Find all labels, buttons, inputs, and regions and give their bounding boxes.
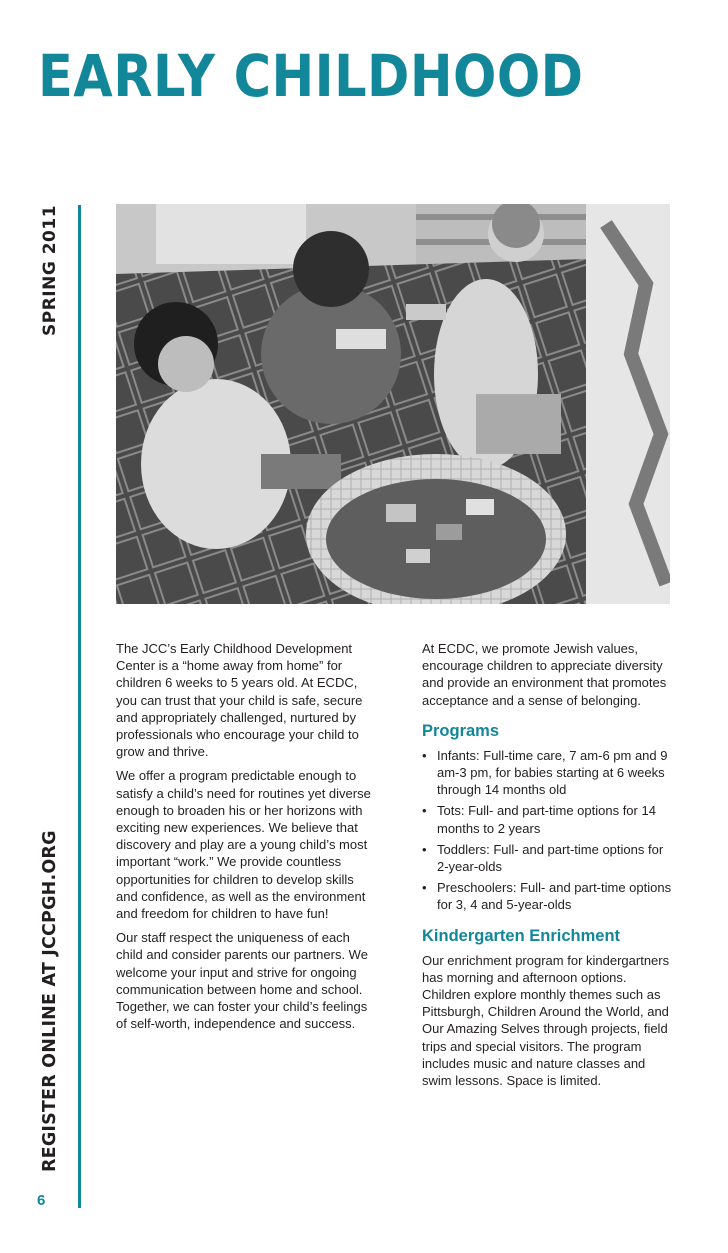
intro-paragraph-1: The JCC’s Early Childhood Development Center is a “home away from home” for children 6 weeks to 5 years old. At ECDC, you can trust that your child is safe, secure and appropriately challenged, nurtured by professionals who encourage your child to grow and thrive. bbox=[116, 641, 363, 760]
program-toddlers: Toddlers: Full- and part-time options for 2-year-olds bbox=[437, 841, 664, 875]
program-preschoolers: Preschoolers: Full- and part-time options for 3, 4 and 5-year-olds bbox=[437, 880, 672, 913]
list-item bbox=[422, 747, 674, 799]
program-tots: Tots: Full- and part-time options for 14 months to 2 years bbox=[437, 803, 656, 836]
program-infants: Infants: Full-time care, 7 am-6 pm and 9 am-3 pm, for babies starting at 6 weeks through 14 months old bbox=[437, 747, 668, 798]
season-label: SPRING 2011 bbox=[40, 204, 60, 336]
bullet-icon: • bbox=[422, 841, 427, 857]
programs-column bbox=[422, 640, 674, 1096]
intro-paragraph-3: Our staff respect the uniqueness of each child and consider parents our partners. We welcome your input and strive for ongoing communication between home and school. Together, we can foster your child’s feelings of self-worth, independence and success. bbox=[116, 930, 368, 1032]
programs-heading: Programs bbox=[422, 721, 500, 740]
page-number: 6 bbox=[37, 1192, 46, 1209]
accent-divider bbox=[78, 205, 81, 1208]
intro-column bbox=[116, 640, 374, 1039]
register-online-label: REGISTER ONLINE AT JCCPGH.ORG bbox=[40, 830, 60, 1172]
intro-paragraph-2: We offer a program predictable enough to satisfy a child’s need for routines yet diverse enough to broaden his or her horizons with exciting new experiences. We believe that discovery and play are a young child’s most important “work.” We provide countless opportunities for children to develop skills and confidence, as well as the environment and freedom for children to have fun! bbox=[116, 768, 371, 922]
bullet-icon: • bbox=[422, 747, 427, 763]
programs-list bbox=[422, 747, 674, 914]
bullet-icon: • bbox=[422, 880, 427, 896]
kindergarten-paragraph: Our enrichment program for kindergartners has morning and afternoon options. Children explore monthly themes such as Pittsburgh, Children Around the World, and Our Amazing Selves through projects, field trips and special visitors. The program includes music and nature classes and swim lessons. Space is limited. bbox=[422, 952, 670, 1089]
list-item bbox=[422, 802, 674, 836]
kindergarten-heading: Kindergarten Enrichment bbox=[422, 926, 621, 945]
list-item bbox=[422, 841, 674, 875]
values-paragraph: At ECDC, we promote Jewish values, encourage children to appreciate diversity and provide an environment that promotes acceptance and a sense of belonging. bbox=[422, 641, 667, 708]
page-title: EARLY CHILDHOOD bbox=[38, 42, 584, 110]
children-playing-photo bbox=[116, 204, 670, 604]
bullet-icon: • bbox=[422, 803, 427, 819]
list-item bbox=[422, 879, 674, 913]
